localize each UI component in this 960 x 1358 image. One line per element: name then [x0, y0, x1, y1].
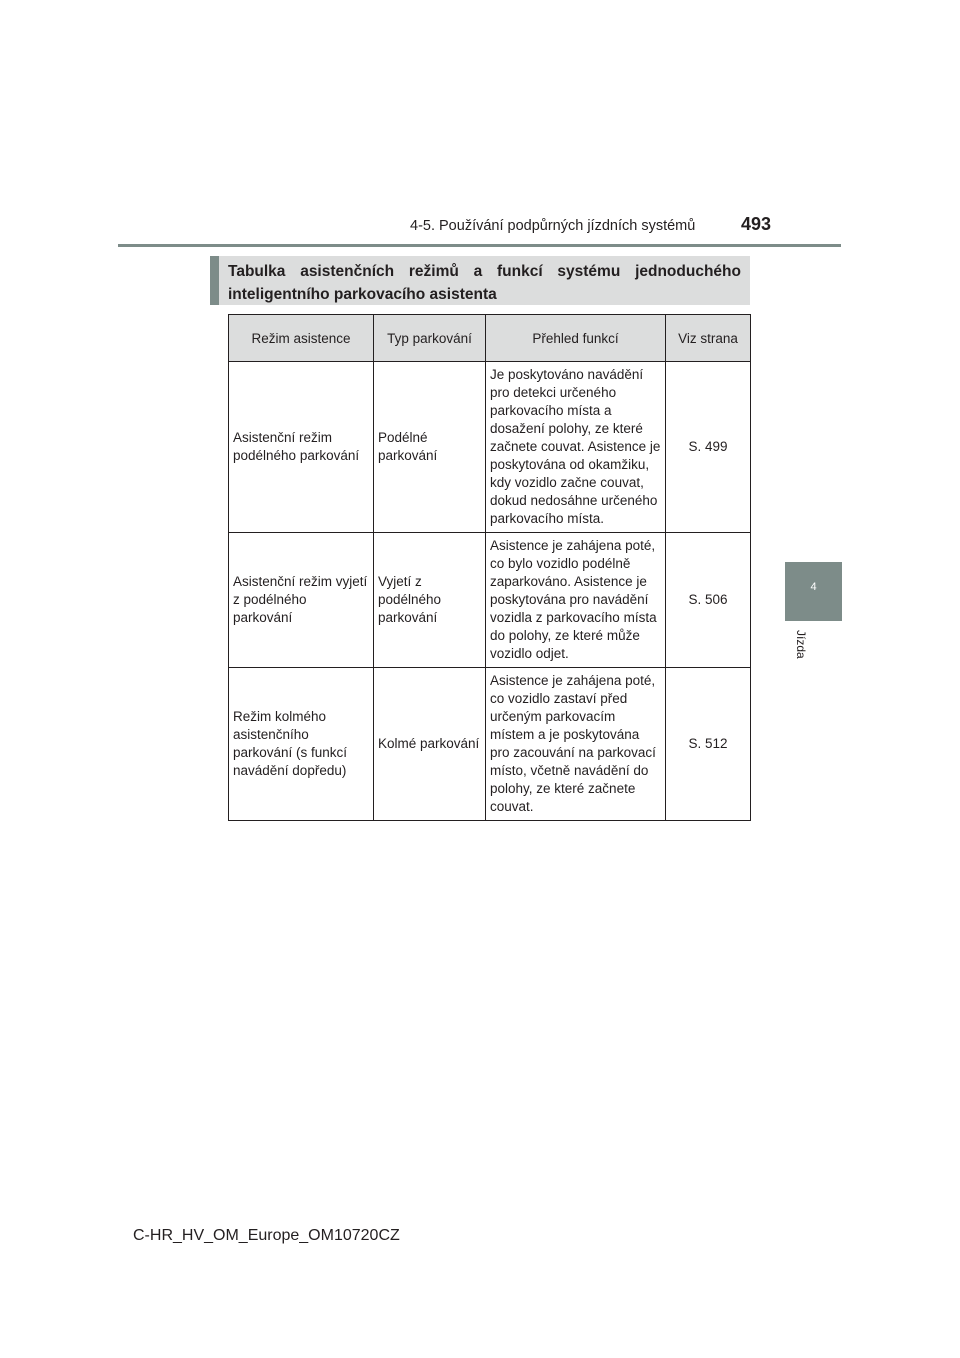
column-header-overview: Přehled funkcí: [486, 315, 666, 362]
column-header-mode: Režim asistence: [229, 315, 374, 362]
cell-overview: Je poskytováno navádění pro detekci určeného parkovacího místa a dosažení polohy, ze které začnete couvat. Asistence je poskytována od okamžiku, kdy vozidlo začne couvat, dokud nedosáhne určeného parkovacího místa.: [486, 362, 666, 533]
document-code: C-HR_HV_OM_Europe_OM10720CZ: [133, 1227, 400, 1244]
chapter-tab: 4: [785, 562, 842, 621]
section-title-line-1: Tabulka asistenčních režimů a funkcí systému jednoduchého: [228, 263, 741, 280]
header-divider: [118, 244, 841, 247]
cell-mode: Režim kolmého asistenčního parkování (s funkcí navádění dopředu): [229, 668, 374, 821]
cell-page-reference: S. 506: [666, 533, 751, 668]
table-header-row: [229, 315, 751, 362]
cell-mode: Asistenční režim vyjetí z podélného parkování: [229, 533, 374, 668]
cell-type: Kolmé parkování: [374, 668, 486, 821]
cell-type: Vyjetí z podélného parkování: [374, 533, 486, 668]
cell-mode: Asistenční režim podélného parkování: [229, 362, 374, 533]
section-title-line-2: inteligentního parkovacího asistenta: [228, 286, 497, 303]
cell-page-reference: S. 499: [666, 362, 751, 533]
cell-page-reference: S. 512: [666, 668, 751, 821]
column-header-page: Viz strana: [666, 315, 751, 362]
cell-overview: Asistence je zahájena poté, co vozidlo zastaví před určeným parkovacím místem a je poskytována pro zacouvání na parkovací místo, včetně navádění do polohy, ze které začnete couvat.: [486, 668, 666, 821]
table-row: [229, 533, 751, 668]
column-header-type: Typ parkování: [374, 315, 486, 362]
cell-overview: Asistence je zahájena poté, co bylo vozidlo podélně zaparkováno. Asistence je poskytována pro navádění vozidla z parkovacího místa do polohy, ze které může vozidlo odjet.: [486, 533, 666, 668]
table-row: [229, 668, 751, 821]
section-header: 4-5. Používání podpůrných jízdních systémů: [410, 218, 696, 234]
assistance-modes-table: [228, 314, 751, 821]
chapter-label: Jízda: [794, 630, 808, 659]
section-title: [210, 256, 750, 305]
cell-type: Podélné parkování: [374, 362, 486, 533]
table-row: [229, 362, 751, 533]
page-number: 493: [741, 214, 772, 234]
